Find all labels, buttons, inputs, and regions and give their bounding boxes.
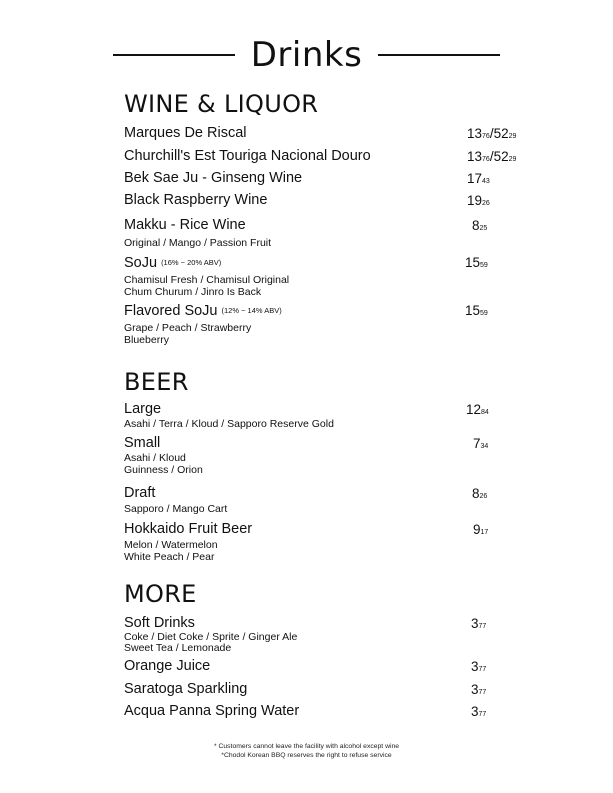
item-price: 377 bbox=[471, 704, 487, 719]
item-abv: (16% ~ 20% ABV) bbox=[161, 258, 222, 267]
item-price: 1376/5229 bbox=[467, 126, 517, 141]
menu-item bbox=[124, 125, 517, 142]
item-name: Makku - Rice Wine bbox=[124, 217, 246, 233]
item-price: 825 bbox=[472, 218, 488, 233]
menu-item bbox=[124, 521, 494, 563]
item-price: 1743 bbox=[467, 171, 490, 186]
item-detail: Guinness / Orion bbox=[124, 464, 203, 476]
item-detail: Melon / Watermelon bbox=[124, 539, 218, 551]
page-title: Drinks bbox=[250, 35, 363, 75]
item-price: 1559 bbox=[465, 255, 488, 270]
item-price: 734 bbox=[473, 436, 489, 451]
item-name: Churchill's Est Touriga Nacional Douro bbox=[124, 148, 371, 164]
title-rule-right bbox=[378, 54, 500, 56]
item-price: 1926 bbox=[467, 193, 490, 208]
section-heading-beer: BEER bbox=[124, 368, 189, 396]
item-detail: Original / Mango / Passion Fruit bbox=[124, 237, 272, 249]
menu-item bbox=[124, 681, 494, 698]
item-name: Black Raspberry Wine bbox=[124, 192, 268, 208]
item-price: 377 bbox=[471, 682, 487, 697]
item-name: Bek Sae Ju - Ginseng Wine bbox=[124, 170, 303, 186]
title-rule-left bbox=[113, 54, 235, 56]
item-detail: Chum Churum / Jinro Is Back bbox=[124, 286, 262, 298]
footnote: *Chodol Korean BBQ reserves the right to refuse service bbox=[221, 752, 392, 759]
menu-item bbox=[124, 254, 494, 298]
menu-item bbox=[124, 703, 494, 720]
section-heading-more: MORE bbox=[124, 580, 197, 608]
item-name: Draft bbox=[124, 485, 156, 501]
item-detail: Asahi / Terra / Kloud / Sapporo Reserve Gold bbox=[124, 418, 334, 430]
menu-item bbox=[124, 435, 494, 476]
item-name: Saratoga Sparkling bbox=[124, 681, 248, 697]
footnote: * Customers cannot leave the facility with alcohol except wine bbox=[213, 743, 400, 750]
item-name: Marques De Riscal bbox=[124, 125, 247, 141]
item-name: Small bbox=[124, 435, 161, 451]
item-price: 917 bbox=[473, 522, 489, 537]
menu-item bbox=[124, 401, 494, 430]
menu-item bbox=[124, 485, 494, 515]
item-detail: Coke / Diet Coke / Sprite / Ginger Ale bbox=[124, 631, 298, 643]
item-name: Soft Drinks bbox=[124, 615, 195, 631]
item-detail: Sweet Tea / Lemonade bbox=[124, 642, 232, 654]
menu-item bbox=[124, 217, 494, 249]
menu-item bbox=[124, 148, 517, 165]
item-name: Orange Juice bbox=[124, 658, 211, 674]
menu-item bbox=[124, 658, 494, 675]
item-detail: Chamisul Fresh / Chamisul Original bbox=[124, 274, 290, 286]
section-heading-wine: WINE & LIQUOR bbox=[124, 90, 319, 118]
item-price: 1376/5229 bbox=[467, 149, 517, 164]
item-detail: Sapporo / Mango Cart bbox=[124, 503, 228, 515]
item-name: Large bbox=[124, 401, 162, 417]
item-detail: Blueberry bbox=[124, 334, 169, 346]
item-price: 377 bbox=[471, 616, 487, 631]
menu-item bbox=[124, 170, 494, 187]
item-detail: Grape / Peach / Strawberry bbox=[124, 322, 252, 334]
item-name: Acqua Panna Spring Water bbox=[124, 703, 300, 719]
item-price: 1284 bbox=[466, 402, 489, 417]
item-name: Flavored SoJu (12% ~ 14% ABV) bbox=[124, 303, 282, 319]
item-price: 377 bbox=[471, 659, 487, 674]
menu-item bbox=[124, 615, 494, 654]
item-detail: White Peach / Pear bbox=[124, 551, 215, 563]
item-abv: (12% ~ 14% ABV) bbox=[221, 306, 282, 315]
menu-item bbox=[124, 192, 494, 209]
item-name: SoJu (16% ~ 20% ABV) bbox=[124, 255, 222, 271]
menu-item bbox=[124, 302, 494, 346]
title-row bbox=[0, 30, 613, 80]
item-price: 1559 bbox=[465, 303, 488, 318]
item-price: 826 bbox=[472, 486, 488, 501]
item-name: Hokkaido Fruit Beer bbox=[124, 521, 253, 537]
footnotes bbox=[0, 742, 613, 760]
item-detail: Asahi / Kloud bbox=[124, 452, 186, 464]
